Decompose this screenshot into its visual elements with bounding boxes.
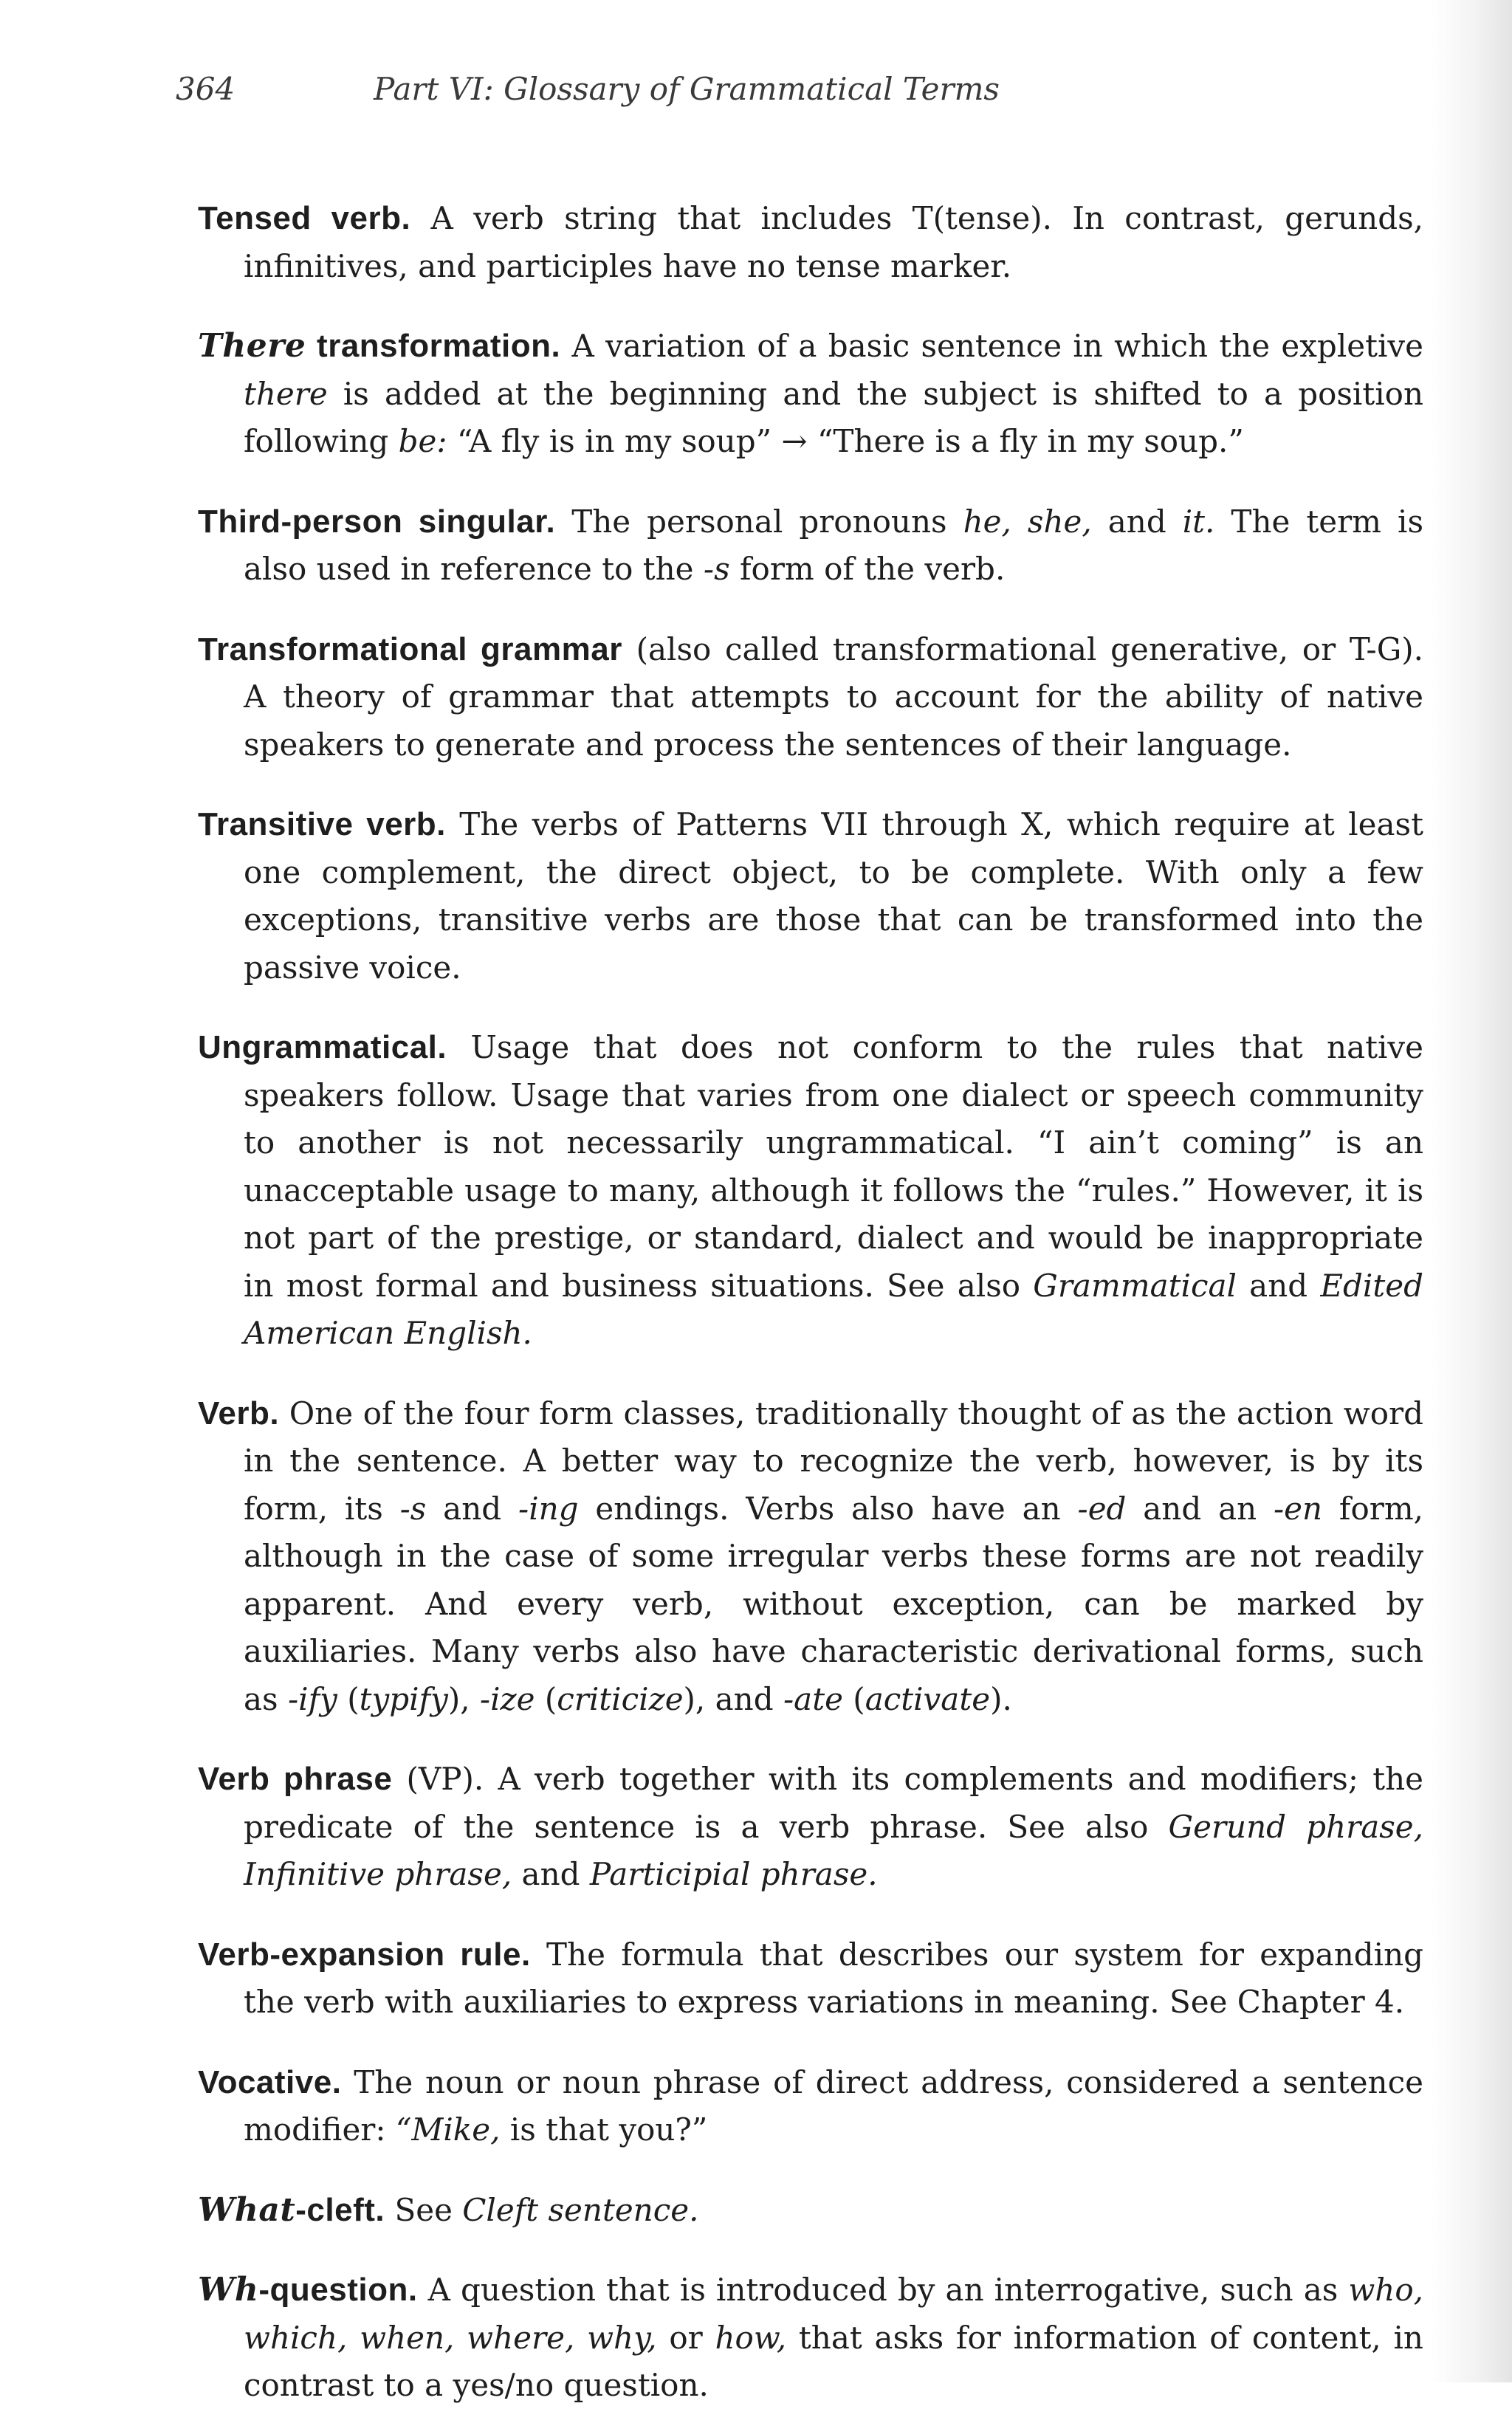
definition-text: ), and — [683, 1680, 783, 1717]
definition-text: -ify — [287, 1680, 337, 1717]
definition-text: form of the verb. — [729, 551, 1006, 587]
glossary-entry — [198, 2187, 1423, 2235]
definition-text: See — [385, 2191, 463, 2228]
definition-text: One of the four form classes, traditionally thought of as the action word in the sentence. A better way to recognize the verb, however, is by its form, its — [244, 1395, 1423, 1527]
definition-text: how, — [715, 2319, 787, 2356]
definition-text: (VP). A verb together with its complements and modifiers; the predicate of the sentence is a verb phrase. See also — [244, 1761, 1423, 1845]
definition-text: that asks for information of content, in contrast to a yes/no question. — [244, 2319, 1423, 2403]
running-title: Part VI: Glossary of Grammatical Terms — [374, 71, 1000, 107]
glossary-entry — [198, 2059, 1423, 2154]
definition-text: is added at the beginning and the subject is shifted to a position following — [244, 375, 1423, 459]
definition-text: -ize — [479, 1680, 535, 1717]
definition-text: -s — [703, 551, 730, 587]
glossary-term — [198, 2192, 385, 2228]
term-text: Wh — [198, 2271, 259, 2309]
definition-text: -ate — [783, 1680, 843, 1717]
glossary-term — [198, 1029, 447, 1065]
glossary-definition — [244, 1029, 1423, 1351]
definition-text: Cleft sentence. — [462, 2191, 699, 2228]
term-text: Vocative. — [198, 2063, 342, 2100]
definition-text: be: — [398, 423, 447, 459]
definition-text: criticize — [557, 1680, 684, 1717]
glossary-term — [198, 2064, 341, 2100]
definition-text: “A fly is in my soup” → “There is a fly in my soup.” — [447, 423, 1244, 459]
definition-text: ( — [535, 1680, 557, 1717]
glossary-entry — [198, 498, 1423, 594]
glossary-entry — [198, 626, 1423, 769]
term-text: -question. — [258, 2272, 418, 2308]
term-text: There — [198, 327, 306, 365]
glossary-definition — [244, 1395, 1423, 1717]
glossary-term — [198, 1761, 392, 1797]
definition-text: The term is also used in reference to the — [244, 503, 1424, 587]
term-text: Tensed verb. — [198, 200, 411, 236]
glossary-entry — [198, 1390, 1423, 1724]
glossary-definition — [244, 200, 1423, 284]
definition-text: Usage that does not conform to the rules that native speakers follow. Usage that varies from one dialect or speech community to another is not necessarily ungrammatical. “I ain’t coming” is an unacceptable usage to many, although it follows the “rules.” However, it is not part of the prestige, or standard, dialect and would be inappropriate in most formal and business situations. See also — [244, 1029, 1423, 1304]
glossary-entry — [198, 801, 1423, 991]
definition-text: ( — [842, 1680, 865, 1717]
definition-text: The formula that describes our system for expanding the verb with auxiliaries to express variations in meaning. See Chapter 4. — [244, 1936, 1424, 2020]
definition-text: there — [244, 375, 328, 412]
definition-text: Edited American English. — [244, 1267, 1423, 1351]
term-text: -cleft. — [295, 2191, 385, 2228]
glossary-term — [198, 328, 560, 364]
definition-text: -s — [399, 1490, 427, 1527]
glossary-entry — [198, 1931, 1423, 2027]
definition-text: The noun or noun phrase of direct address, considered a sentence modifier: — [244, 2063, 1423, 2148]
definition-text: who, which, when, where, why, — [244, 2272, 1423, 2356]
definition-text: and — [1236, 1267, 1321, 1304]
term-text: Verb. — [198, 1395, 280, 1432]
term-text: Verb phrase — [198, 1761, 393, 1797]
glossary-term — [198, 806, 446, 842]
definition-text: is that you?” — [500, 2111, 708, 2148]
term-text: Transformational grammar — [198, 630, 622, 667]
definition-text: -en — [1273, 1490, 1323, 1527]
glossary-entry — [198, 1756, 1423, 1899]
glossary-term — [198, 200, 410, 236]
definition-text: endings. Verbs also have an — [578, 1490, 1078, 1527]
glossary-definition — [244, 1761, 1423, 1892]
definition-text: “Mike, — [395, 2111, 501, 2148]
definition-text: Grammatical — [1033, 1267, 1237, 1304]
glossary-term — [198, 631, 622, 667]
definition-text: and an — [1126, 1490, 1274, 1527]
definition-text: ). — [990, 1680, 1012, 1717]
definition-text: A verb string that includes T(tense). In contrast, gerunds, infinitives, and participles have no tense marker. — [244, 200, 1423, 284]
definition-text: and — [512, 1856, 590, 1892]
glossary-definition — [244, 2272, 1423, 2403]
definition-text: The verbs of Patterns VII through X, which require at least one complement, the direct object, to be complete. With only a few exceptions, transitive verbs are those that can be transformed into the passive voice. — [244, 806, 1423, 986]
definition-text: he, she, — [963, 503, 1092, 540]
definition-text: -ed — [1077, 1490, 1127, 1527]
term-text: Verb-expansion rule. — [198, 1936, 531, 1973]
glossary-term — [198, 2272, 418, 2308]
definition-text: (also called transformational generative, or T-G). A theory of grammar that attempts to account for the ability of native speakers to generate and process the sentences of their language. — [244, 630, 1423, 763]
definition-text: A question that is introduced by an interrogative, such as — [417, 2272, 1349, 2308]
term-text: transformation. — [306, 328, 561, 364]
glossary-entry — [198, 2266, 1423, 2410]
glossary-definition — [385, 2192, 698, 2228]
definition-text: Participial phrase. — [589, 1856, 878, 1892]
term-text: Ungrammatical. — [198, 1029, 447, 1065]
glossary-term — [198, 1395, 279, 1432]
glossary-entries — [198, 162, 1423, 2423]
page-edge-shadow — [1431, 0, 1512, 2382]
running-head — [176, 71, 1000, 107]
term-text: Third-person singular. — [198, 503, 556, 540]
glossary-term — [198, 1936, 531, 1973]
definition-text: The personal pronouns — [555, 503, 963, 540]
definition-text: ), — [447, 1680, 480, 1717]
glossary-entry — [198, 195, 1423, 290]
definition-text: activate — [865, 1680, 991, 1717]
definition-text: or — [656, 2319, 715, 2356]
definition-text: form, although in the case of some irregular verbs these forms are not readily apparent. And every verb, without exception, can be marked by auxiliaries. Many verbs also have characteristic derivational forms, such as — [244, 1490, 1424, 1717]
definition-text: it. — [1182, 503, 1215, 540]
page-number: 364 — [176, 71, 236, 107]
definition-text: -ing — [518, 1490, 579, 1527]
definition-text: ( — [337, 1680, 360, 1717]
definition-text: A variation of a basic sentence in which the expletive — [560, 328, 1424, 364]
term-text: Transitive verb. — [198, 806, 446, 842]
glossary-entry — [198, 323, 1423, 466]
definition-text: and — [1091, 503, 1183, 540]
definition-text: typify — [359, 1680, 448, 1717]
glossary-entry — [198, 1024, 1423, 1358]
glossary-term — [198, 503, 555, 540]
term-text: What — [198, 2190, 296, 2229]
glossary-definition — [244, 2064, 1423, 2148]
definition-text: Gerund phrase, Infinitive phrase, — [244, 1808, 1423, 1892]
definition-text: and — [426, 1490, 518, 1527]
